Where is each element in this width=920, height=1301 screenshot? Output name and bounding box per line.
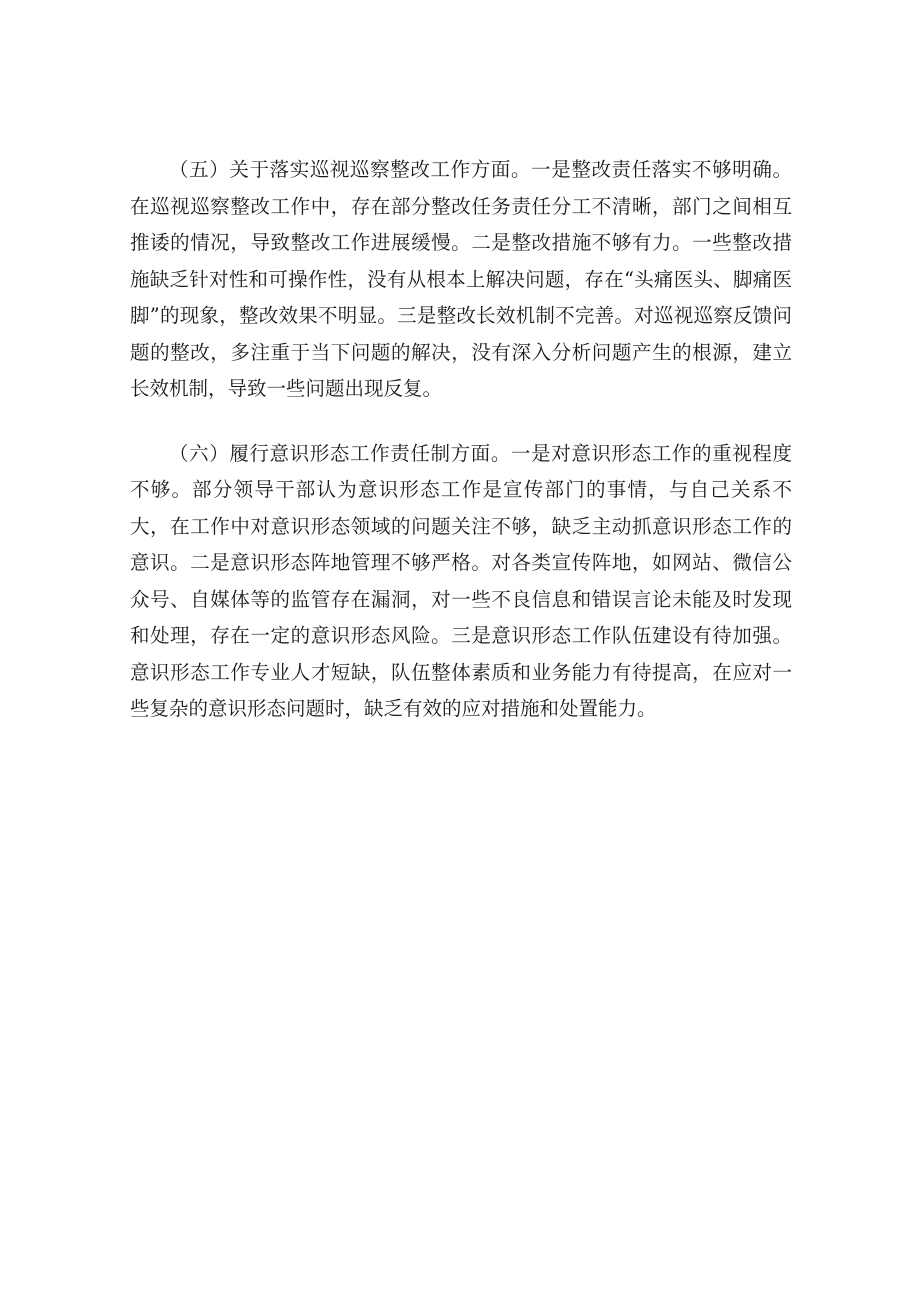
document-body: [130, 152, 792, 756]
paragraph-section-5: （五）关于落实巡视巡察整改工作方面。一是整改责任落实不够明确。在巡视巡察整改工作中，存在部分整改任务责任分工不清晰，部门之间相互推诿的情况，导致整改工作进展缓慢。二是整改措施不够有力。一些整改措施缺乏针对性和可操作性，没有从根本上解决问题，存在“头痛医头、脚痛医脚”的现象，整改效果不明显。三是整改长效机制不完善。对巡视巡察反馈问题的整改，多注重于当下问题的解决，没有深入分析问题产生的根源，建立长效机制，导致一些问题出现反复。: [130, 158, 792, 400]
paragraph-section-6: （六）履行意识形态工作责任制方面。一是对意识形态工作的重视程度不够。部分领导干部认为意识形态工作是宣传部门的事情，与自己关系不大，在工作中对意识形态领域的问题关注不够，缺乏主动抓意识形态工作的意识。二是意识形态阵地管理不够严格。对各类宣传阵地，如网站、微信公众号、自媒体等的监管存在漏洞，对一些不良信息和错误言论未能及时发现和处理，存在一定的意识形态风险。三是意识形态工作队伍建设有待加强。意识形态工作专业人才短缺，队伍整体素质和业务能力有待提高，在应对一些复杂的意识形态问题时，缺乏有效的应对措施和处置能力。: [130, 441, 792, 720]
